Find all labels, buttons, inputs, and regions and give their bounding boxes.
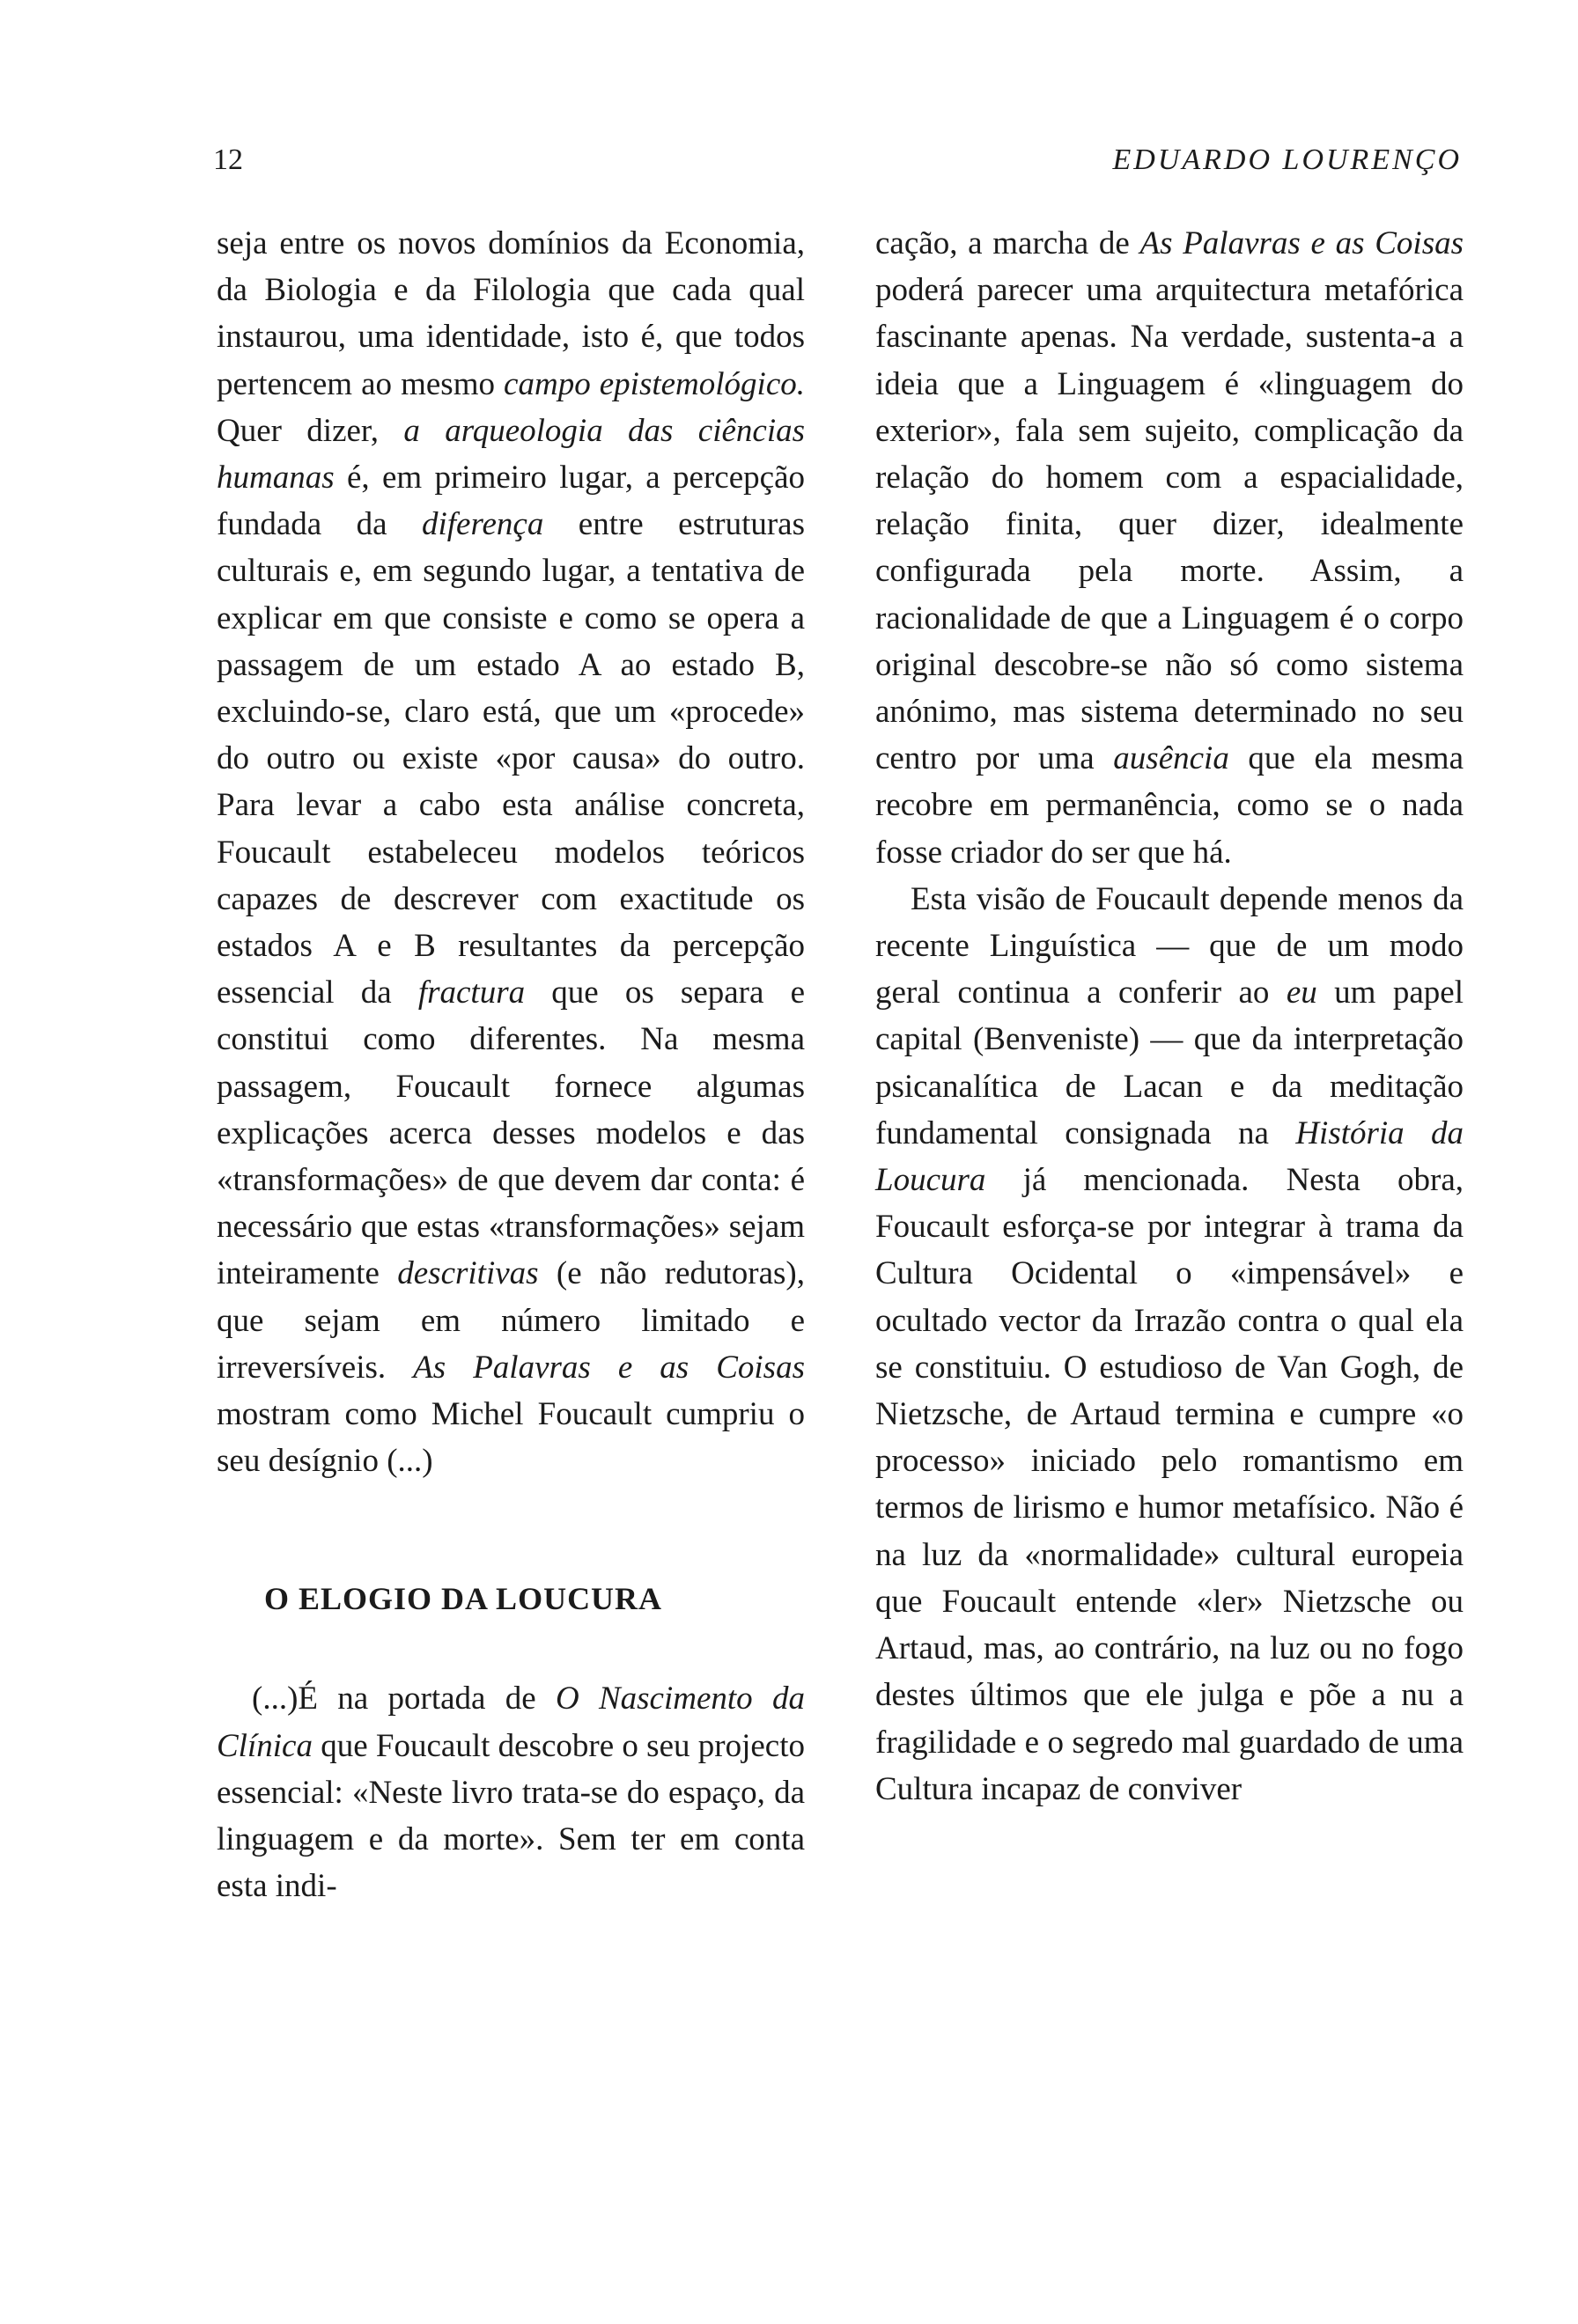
italic-run: As Palavras e as Coisas <box>413 1349 805 1386</box>
text-run: cação, a marcha de <box>875 225 1140 261</box>
italic-run: campo epistemológico. <box>504 365 805 402</box>
text-run: que Foucault descobre o seu projecto essencial: «Neste livro trata-se do espaço, da linguagem e da morte». Sem ter em conta esta indi- <box>217 1727 805 1905</box>
italic-run: ausência <box>1113 740 1229 777</box>
italic-run: As Palavras e as Coisas <box>1139 225 1464 261</box>
italic-run: descritivas <box>397 1255 539 1292</box>
text-run: (e não redutoras), que sejam em número limitado e irreversíveis. <box>217 1255 805 1386</box>
text-run: poderá parecer uma arquitectura metafórica fascinante apenas. Na verdade, sustenta-a a ideia que a Linguagem é «linguagem do exterior», fala sem sujeito, complicação da relação do homem com a espacialidade, relação finita, quer dizer, idealmente configurada pela morte. Assim, a racionalidade de que a Linguagem é o corpo original descobre-se não só como sistema anónimo, mas sistema determinado no seu centro por uma <box>875 272 1464 777</box>
text-run: seja entre os novos domínios da Economia, da Biologia e da Filologia que cada qual instaurou, uma identidade, isto é, que todos pertencem ao mesmo <box>217 225 805 402</box>
text-run: um papel capital (Benveniste) — que da interpretação psicanalítica de Lacan e da meditação fundamental consignada na <box>875 974 1464 1151</box>
left-column <box>217 220 805 1910</box>
italic-run: O Nascimento da Clínica <box>217 1680 805 1764</box>
text-run: Quer dizer, <box>217 412 404 449</box>
paragraph <box>875 876 1464 1813</box>
text-run: que ela mesma recobre em permanência, como se o nada fosse criador do ser que há. <box>875 740 1464 871</box>
text-run: é, em primeiro lugar, a percepção fundada da <box>217 460 805 543</box>
right-column <box>875 220 1464 1813</box>
italic-run: História da Loucura <box>875 1114 1464 1199</box>
italic-run: fractura <box>417 974 526 1011</box>
italic-run: diferença <box>421 506 544 543</box>
text-run: que os separa e constitui como diferentes. Na mesma passagem, Foucault fornece algumas explicações acerca desses modelos e das «transformações» de que devem dar conta: é necessário que estas «transformações» sejam inteiramente <box>217 974 805 1292</box>
text-run: (...)É na portada de <box>252 1680 556 1717</box>
italic-run: a arqueologia das ciências humanas <box>217 412 805 496</box>
page-number: 12 <box>213 143 243 176</box>
text-run: Esta visão de Foucault depende menos da recente Linguística — que de um modo geral continua a conferir ao <box>875 880 1464 1011</box>
running-head: EDUARDO LOURENÇO <box>1112 143 1462 176</box>
section-heading: O ELOGIO DA LOUCURA <box>264 1581 663 1617</box>
text-run: mostram como Michel Foucault cumpriu o seu desígnio (...) <box>217 1396 805 1480</box>
paragraph <box>875 220 1464 876</box>
text-run: já mencionada. Nesta obra, Foucault esforça-se por integrar à trama da Cultura Ocidental o «impensável» e ocultado vector da Irrazão contra o qual ela se constituiu. O estudioso de Van Gogh, de Nietzsche, de Artaud termina e cumpre «o processo» iniciado pelo romantismo em termos de lirismo e humor metafísico. Não é na luz da «normalidade» cultural europeia que Foucault entende «ler» Nietzsche ou Artaud, mas, ao contrário, na luz ou no fogo destes últimos que ele julga e põe a nu a fragilidade e o segredo mal guardado de uma Cultura incapaz de conviver <box>875 1162 1464 1807</box>
paragraph <box>217 1675 805 1909</box>
text-run: entre estruturas culturais e, em segundo lugar, a tentativa de explicar em que consiste e como se opera a passagem de um estado A ao estado B, excluindo-se, claro está, que um «procede» do outro ou existe «por causa» do outro. Para levar a cabo esta análise concreta, Foucault estabeleceu modelos teóricos capazes de descrever com exactitude os estados A e B resultantes da percepção essencial da <box>217 506 805 1011</box>
paragraph <box>217 220 805 1484</box>
italic-run: eu <box>1286 974 1317 1011</box>
